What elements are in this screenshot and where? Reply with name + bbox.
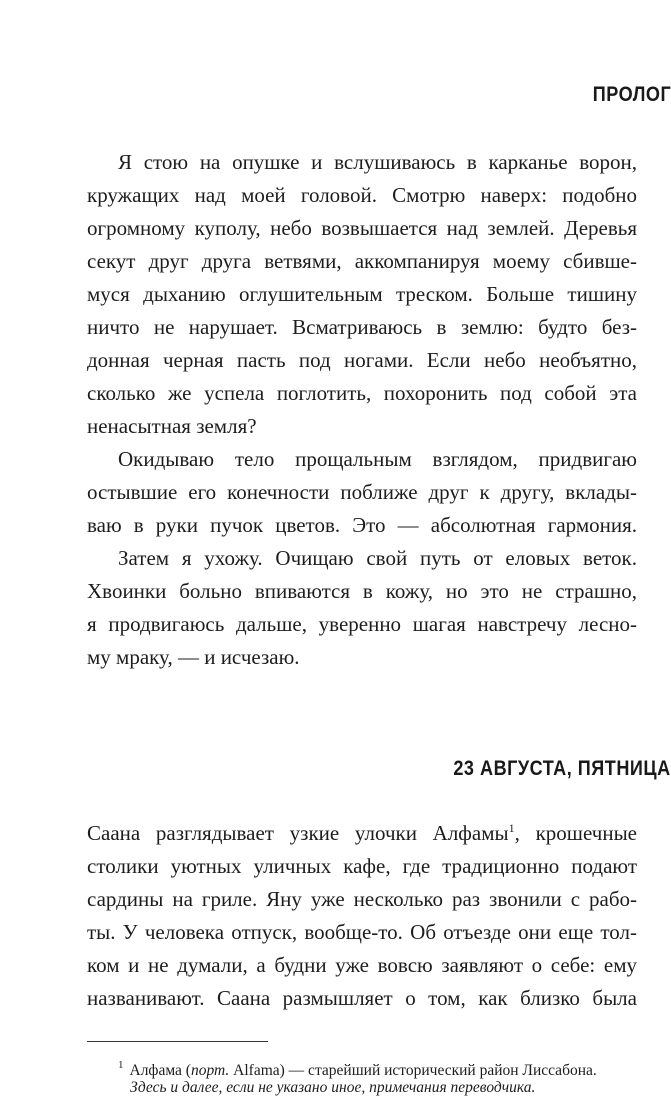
footnote-number: 1 [118,1059,124,1071]
text-line: огромному куполу, небо возвышается над землей. Деревья [87,216,637,240]
text-line: ненасытная земля? [87,414,257,438]
chapter-heading: 23 АВГУСТА, ПЯТНИЦА [453,757,671,780]
text-line: ты. У человека отпуск, вообще-то. Об отъезде они еще тол- [87,920,637,944]
footnote-note: Здесь и далее, если не указано иное, примечания переводчика. [130,1079,536,1096]
text-line: донная черная пасть под ногами. Если небо необъятно, [87,348,637,372]
footnote-ref: 1 [508,821,515,835]
footnote-text-italic: порт. [190,1062,230,1079]
text-line: сардины на гриле. Яну уже несколько раз звонили с рабо- [87,887,637,911]
text-line: я продвигаюсь дальше, уверенно шагая навстречу лесно- [87,612,637,636]
text-fragment: , крошечные [514,821,637,845]
text-line: ваю в руки пучок цветов. Это — абсолютная гармония. [87,513,637,537]
text-fragment: Саана разглядывает узкие улочки Алфамы [87,821,509,845]
text-line: Окидываю тело прощальным взглядом, придвигаю [118,447,637,471]
footnote-text: Алфама ( [129,1062,191,1079]
text-line: сколько же успела поглотить, похоронить под собой эта [87,381,637,405]
text-line: остывшие его конечности поближе друг к другу, вклады- [87,480,637,504]
text-line: Я стою на опушке и вслушиваюсь в карканье ворон, [118,150,637,174]
prolog-heading: ПРОЛОГ [592,83,671,106]
prolog-text [87,146,637,674]
text-line: столики уютных уличных кафе, где традиционно подают [87,854,637,878]
text-line: муся дыханию оглушительным треском. Больше тишину [87,282,637,306]
text-line: Хвоинки больно впиваются в кожу, но это не страшно, [87,579,637,603]
text-line: Затем я ухожу. Очищаю свой путь от еловых веток. [118,546,637,570]
text-line: ком и не думали, а будни уже вовсю заявляют о себе: ему [87,953,637,977]
chapter-text [87,817,637,1015]
text-line: секут друг друга ветвями, аккомпанируя моему сбивше- [87,249,637,273]
text-line: названивают. Саана размышляет о том, как близко была [87,986,637,1010]
footnote-text: Alfama) — старейший исторический район Лиссабона. [229,1062,597,1079]
text-line: кружащих над моей головой. Смотрю наверх: подобно [87,183,637,207]
footnote-divider [87,1041,268,1042]
footnote [118,1054,638,1079]
text-line: ничто не нарушает. Всматриваюсь в землю: будто без- [87,315,637,339]
text-line: му мраку, — и исчезаю. [87,645,300,669]
text-line [87,817,637,850]
